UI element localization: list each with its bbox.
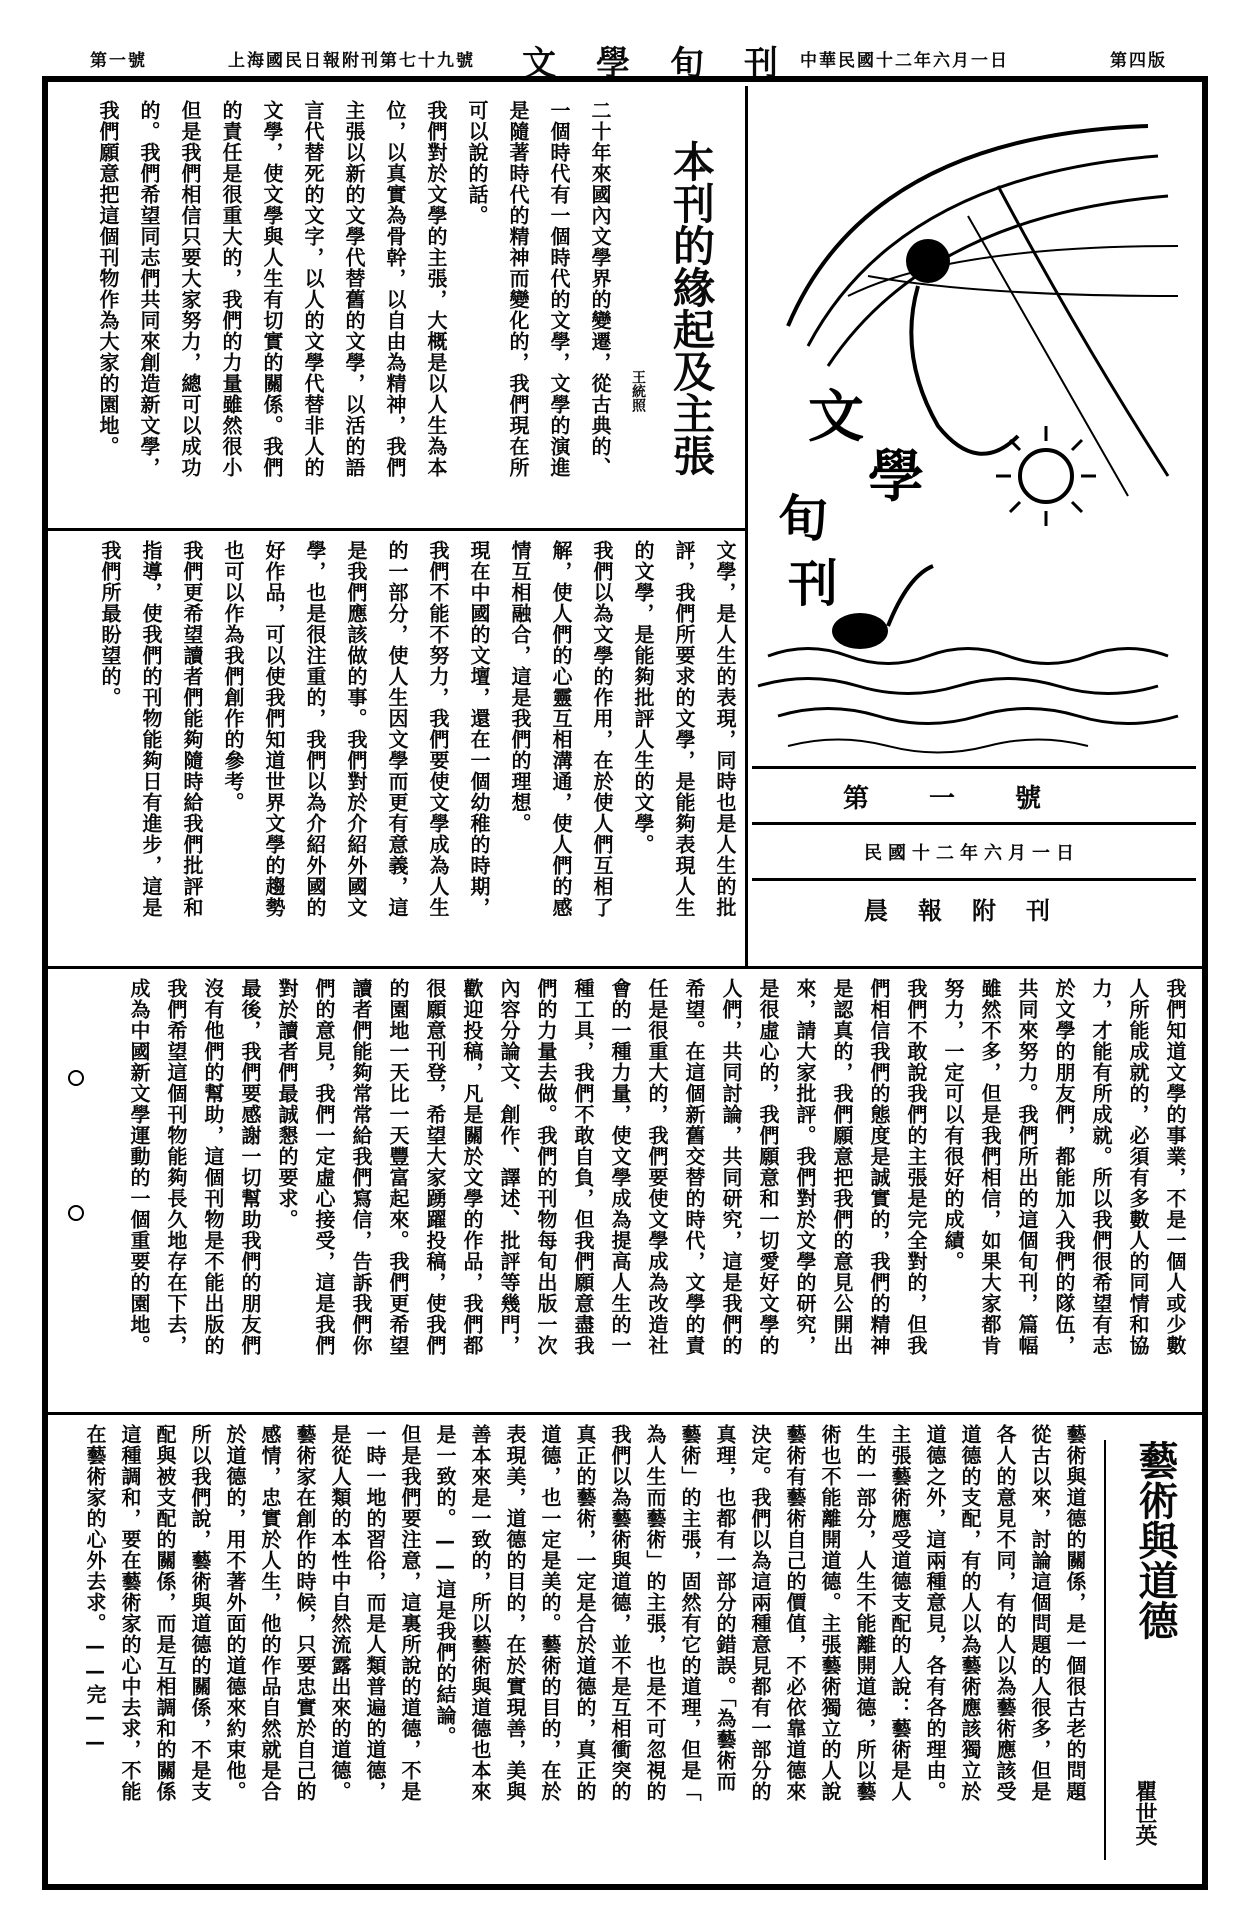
text-column: 內容分論文、創作、譯述、批評等幾門，: [497, 978, 521, 1356]
text-column: 的。我們希望同志們共同來創造新文學，: [137, 100, 161, 478]
text-column: 術也不能離開道德。主張藝術獨立的人說: [818, 1424, 842, 1802]
text-column: 感情，忠實於人生，他的作品自然就是合: [258, 1424, 282, 1802]
article4-title-rule: [1104, 1440, 1106, 1860]
header-date: 中華民國十二年六月一日: [800, 51, 1009, 71]
text-column: 我們知道文學的事業，不是一個人或少數: [1163, 978, 1187, 1356]
text-column: 任是很重大的，我們要使文學成為改造社: [645, 978, 669, 1356]
text-column: 是很虛心的，我們願意和一切愛好文學的: [756, 978, 780, 1356]
text-column: 沒有他們的幫助，這個刊物是不能出版的: [201, 978, 225, 1356]
text-column: 但是我們要注意，這裏所說的道德，不是: [398, 1424, 422, 1802]
text-column: 我們不能不努力，我們要使文學成為人生: [426, 540, 450, 918]
text-column: 從古以來，討論這個問題的人很多，但是: [1028, 1424, 1052, 1802]
masthead-illustration: [748, 96, 1196, 766]
text-column: 在藝術家的心外去求。——完——: [83, 1424, 107, 1755]
text-column: 的一部分，使人生因文學而更有意義，這: [385, 540, 409, 918]
masthead-title-char-4: 刊: [788, 554, 838, 613]
text-column: 的文學，是能夠批評人生的文學。: [631, 540, 655, 855]
text-column: 現在中國的文壇，還在一個幼稚的時期，: [467, 540, 491, 918]
text-column: 主張藝術應受道德支配的人說：藝術是人: [888, 1424, 912, 1802]
text-column: 真理，也都有一部分的錯誤。「為藝術而: [713, 1424, 737, 1792]
text-column: 我們以為文學的作用，在於使人們互相了: [590, 540, 614, 918]
text-column: 是隨著時代的精神而變化的，我們現在所: [506, 100, 530, 478]
text-column: 藝術有藝術自己的價值，不必依靠道德來: [783, 1424, 807, 1802]
text-column: 善本來是一致的，所以藝術與道德也本來: [468, 1424, 492, 1802]
text-column: 最後，我們要感謝一切幫助我們的朋友們: [238, 978, 262, 1356]
text-column: 也可以作為我們創作的參考。: [221, 540, 245, 813]
text-column: 主張以新的文學代替舊的文學，以活的語: [342, 100, 366, 478]
article3-body: [100, 978, 1190, 1406]
text-column: 真正的藝術，一定是合於道德的，真正的: [573, 1424, 597, 1802]
article4-body: [60, 1424, 1090, 1880]
text-column: 好作品，可以使我們知道世界文學的趨勢: [262, 540, 286, 918]
text-column: 解，使人們的心靈互相溝通，使人們的感: [549, 540, 573, 918]
text-column: 道德的支配，有的人以為藝術應該獨立於: [958, 1424, 982, 1802]
text-column: 生的一部分，人生不能離開道德，所以藝: [853, 1424, 877, 1802]
text-column: 於道德的，用不著外面的道德來約束他。: [223, 1424, 247, 1802]
text-column: 是從人類的本性中自然流露出來的道德。: [328, 1424, 352, 1802]
text-column: 可以說的話。: [465, 100, 489, 226]
text-column: 評，我們所要求的文學，是能夠表現人生: [672, 540, 696, 918]
article2-body: [70, 540, 740, 960]
text-column: 各人的意見不同，有的人以為藝術應該受: [993, 1424, 1017, 1802]
text-column: 歡迎投稿，凡是關於文學的作品，我們都: [460, 978, 484, 1356]
text-column: 我們以為藝術與道德，並不是互相衝突的: [608, 1424, 632, 1802]
text-column: 力，才能有所成就。所以我們很希望有志: [1089, 978, 1113, 1356]
text-column: 希望。在這個新舊交替的時代，文學的責: [682, 978, 706, 1356]
text-column: 我們所最盼望的。: [98, 540, 122, 708]
text-column: 們的力量去做。我們的刊物每旬出版一次: [534, 978, 558, 1356]
text-column: 很願意刊登，希望大家踴躍投稿，使我們: [423, 978, 447, 1356]
article4-author: 瞿世英: [1132, 1780, 1158, 1846]
text-column: 我們願意把這個刊物作為大家的園地。: [96, 100, 120, 457]
text-column: 文學，是人生的表現，同時也是人生的批: [713, 540, 737, 918]
text-column: 二十年來國內文學界的變遷，從古典的、: [588, 100, 612, 478]
masthead-date: 民國十二年六月一日: [864, 843, 1080, 864]
masthead-title-char-1: 文: [808, 384, 864, 450]
text-column: 的責任是很重大的，我們的力量雖然很小: [219, 100, 243, 478]
text-column: 表現美，道德的目的，在於實現善，美與: [503, 1424, 527, 1802]
article1-body: [70, 100, 615, 520]
text-column: 藝術家在創作的時候，只要忠實於自己的: [293, 1424, 317, 1802]
text-column: 我們更希望讀者們能夠隨時給我們批評和: [180, 540, 204, 918]
text-column: 對於讀者們最誠懇的要求。: [275, 978, 299, 1230]
text-column: 言代替死的文字，以人的文學代替非人的: [301, 100, 325, 478]
text-column: 努力，一定可以有很好的成績。: [941, 978, 965, 1272]
text-column: 們相信我們的態度是誠實的，我們的精神: [867, 978, 891, 1356]
masthead-title-char-2: 學: [868, 444, 924, 510]
text-column: 我們不敢說我們的主張是完全對的，但我: [904, 978, 928, 1356]
divider-upper-middle: [48, 966, 1202, 969]
text-column: 種工具，我們不敢自負，但我們願意盡我: [571, 978, 595, 1356]
page-header: [60, 38, 1190, 84]
article4-title: 藝術與道德: [1132, 1440, 1179, 1640]
text-column: 讀者們能夠常常給我們寫信，告訴我們你: [349, 978, 373, 1356]
header-publisher-note: 上海國民日報附刊第七十九號: [228, 51, 475, 71]
text-column: 為人生而藝術」的主張，也是不可忽視的: [643, 1424, 667, 1802]
text-column: 來，請大家批評。我們對於文學的研究，: [793, 978, 817, 1356]
text-column: 配與被支配的關係，而是互相調和的關係: [153, 1424, 177, 1802]
text-column: 我們對於文學的主張，大概是以人生為本: [424, 100, 448, 478]
header-title: 文學旬刊: [522, 44, 818, 84]
masthead-art: [748, 96, 1196, 766]
text-column: 文學，使文學與人生有切實的關係。我們: [260, 100, 284, 478]
masthead-title-char-3: 旬: [778, 489, 828, 548]
text-column: 的園地一天比一天豐富起來。我們更希望: [386, 978, 410, 1356]
text-column: 道德，也一定是美的。藝術的目的，在於: [538, 1424, 562, 1802]
text-column: 共同來努力。我們所出的這個旬刊，篇幅: [1015, 978, 1039, 1356]
text-column: 但是我們相信只要大家努力，總可以成功: [178, 100, 202, 478]
divider-article1-article2: [48, 528, 748, 531]
text-column: 位，以真實為骨幹，以自由為精神，我們: [383, 100, 407, 478]
text-column: 我們希望這個刊物能夠長久地存在下去，: [164, 978, 188, 1356]
article1-title: 本刊的緣起及主張: [667, 140, 716, 476]
text-column: 學，也是很注重的，我們以為介紹外國的: [303, 540, 327, 918]
text-column: 藝術與道德的關係，是一個很古老的問題: [1063, 1424, 1087, 1802]
text-column: 一時一地的習俗，而是人類普遍的道德，: [363, 1424, 387, 1802]
divider-middle-lower: [48, 1412, 1202, 1415]
text-column: 人們，共同討論，共同研究，這是我們的: [719, 978, 743, 1356]
text-column: 會的一種力量，使文學成為提高人生的一: [608, 978, 632, 1356]
text-column: 道德之外，這兩種意見，各有各的理由。: [923, 1424, 947, 1802]
text-column: 雖然不多，但是我們相信，如果大家都肯: [978, 978, 1002, 1356]
text-column: 們的意見，我們一定虛心接受，這是我們: [312, 978, 336, 1356]
masthead-rule-3: [752, 878, 1196, 881]
masthead-attribution: 晨報附刊: [864, 895, 1080, 925]
text-column: 是我們應該做的事。我們對於介紹外國文: [344, 540, 368, 918]
text-column: 是認真的，我們願意把我們的意見公開出: [830, 978, 854, 1356]
text-column: 指導，使我們的刊物能夠日有進步，這是: [139, 540, 163, 918]
masthead-issue: 第一號: [842, 783, 1101, 814]
header-page-no: 第一號: [90, 51, 147, 71]
masthead-rule-2: [752, 822, 1196, 825]
text-column: 情互相融合，這是我們的理想。: [508, 540, 532, 834]
punch-hole-mark: [68, 1205, 84, 1221]
text-column: 是一致的。——這是我們的結論。: [433, 1424, 457, 1747]
text-column: 藝術」的主張，固然有它的道理，但是「: [678, 1424, 702, 1802]
masthead-rule-1: [752, 766, 1196, 769]
text-column: 於文學的朋友們，都能加入我們的隊伍，: [1052, 978, 1076, 1356]
text-column: 決定。我們以為這兩種意見都有一部分的: [748, 1424, 772, 1802]
punch-hole-mark: [68, 1070, 84, 1086]
text-column: 一個時代有一個時代的文學，文學的演進: [547, 100, 571, 478]
text-column: 所以我們說，藝術與道德的關係，不是支: [188, 1424, 212, 1802]
text-column: 人所能成就的，必須有多數人的同情和協: [1126, 978, 1150, 1356]
text-column: 成為中國新文學運動的一個重要的園地。: [127, 978, 151, 1356]
text-column: 這種調和，要在藝術家的心中去求，不能: [118, 1424, 142, 1802]
article1-author: 王統照: [630, 370, 646, 412]
header-right-label: 第四版: [1110, 51, 1167, 71]
